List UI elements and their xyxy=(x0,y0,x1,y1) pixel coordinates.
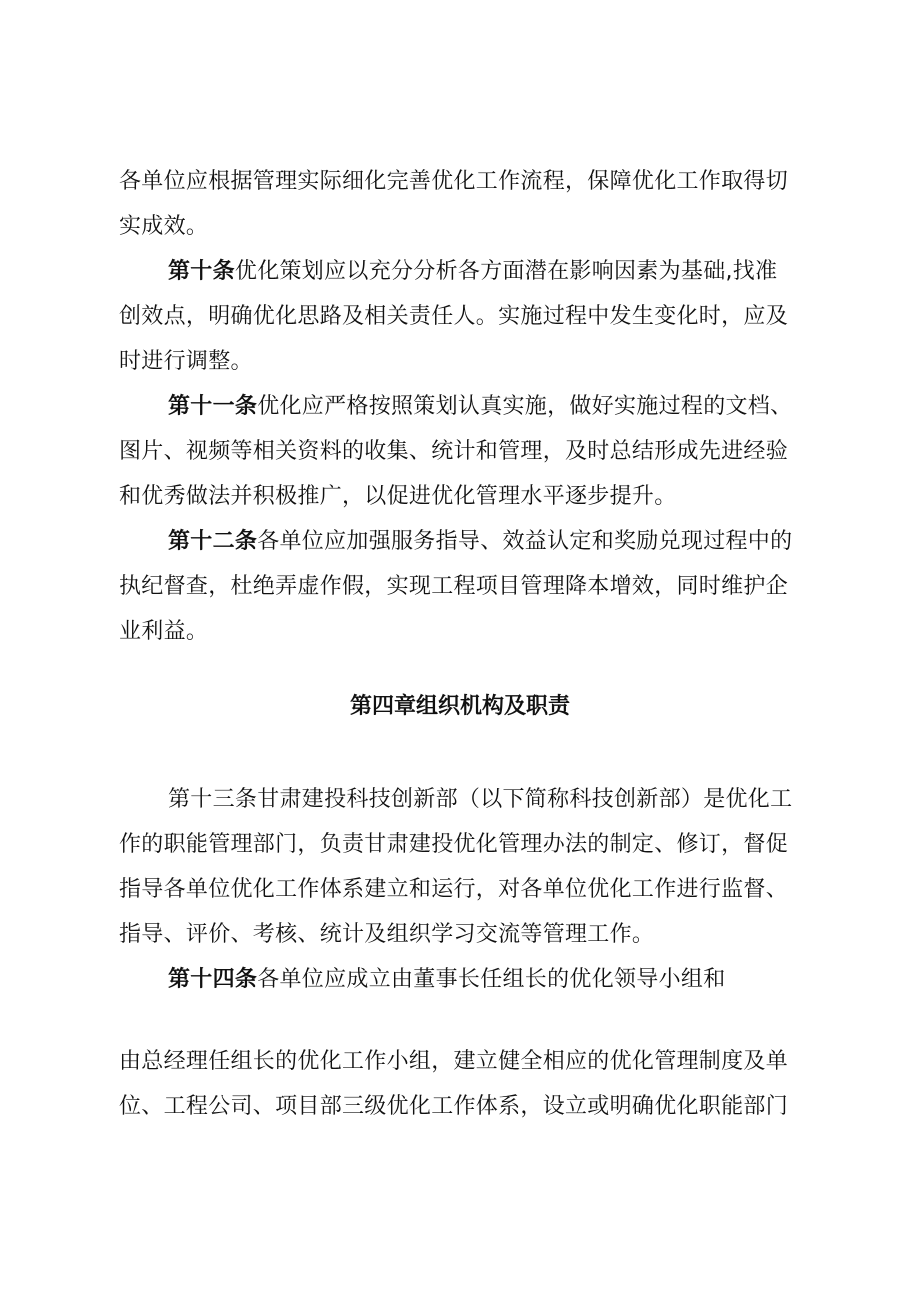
article-12-line: 第十二条各单位应加强服务指导、效益认定和奖励兑现过程中的 xyxy=(168,529,793,554)
paragraph-line: 执纪督查，杜绝弄虚作假，实现工程项目管理降本增效，同时维护企 xyxy=(119,574,789,599)
paragraph-line: 创效点，明确优化思路及相关责任人。实施过程中发生变化时，应及 xyxy=(119,304,789,329)
paragraph-line: 指导各单位优化工作体系建立和运行，对各单位优化工作进行监督、 xyxy=(119,877,789,902)
paragraph-line: 各单位应根据管理实际细化完善优化工作流程，保障优化工作取得切 xyxy=(119,169,789,194)
article-number: 第十二条 xyxy=(168,529,258,554)
paragraph-line: 图片、视频等相关资料的收集、统计和管理，及时总结形成先进经验 xyxy=(119,439,789,464)
article-number: 第十一条 xyxy=(168,394,258,419)
paragraph-line: 位、工程公司、项目部三级优化工作体系，设立或明确优化职能部门 xyxy=(119,1094,789,1119)
paragraph-line: 指导、评价、考核、统计及组织学习交流等管理工作。 xyxy=(119,922,655,947)
paragraph-line: 由总经理任组长的优化工作小组，建立健全相应的优化管理制度及单 xyxy=(119,1049,789,1074)
paragraph-line: 业利益。 xyxy=(119,619,209,644)
paragraph-line: 作的职能管理部门，负责甘肃建投优化管理办法的制定、修订，督促 xyxy=(119,832,789,857)
paragraph-line: 时进行调整。 xyxy=(119,349,253,374)
article-number: 第十条 xyxy=(168,259,235,284)
paragraph-line: 实成效。 xyxy=(119,214,209,239)
article-14-line: 第十四条各单位应成立由董事长任组长的优化领导小组和 xyxy=(168,967,726,992)
article-10-line: 第十条优化策划应以充分分析各方面潜在影响因素为基础,找准 xyxy=(168,259,778,284)
article-11-line: 第十一条优化应严格按照策划认真实施，做好实施过程的文档、 xyxy=(168,394,793,419)
paragraph-line: 和优秀做法并积极推广，以促进优化管理水平逐步提升。 xyxy=(119,484,677,509)
article-13-line: 第十三条甘肃建投科技创新部（以下简称科技创新部）是优化工 xyxy=(168,787,793,812)
article-number: 第十四条 xyxy=(168,967,258,992)
chapter-heading: 第四章组织机构及职责 xyxy=(349,694,570,719)
